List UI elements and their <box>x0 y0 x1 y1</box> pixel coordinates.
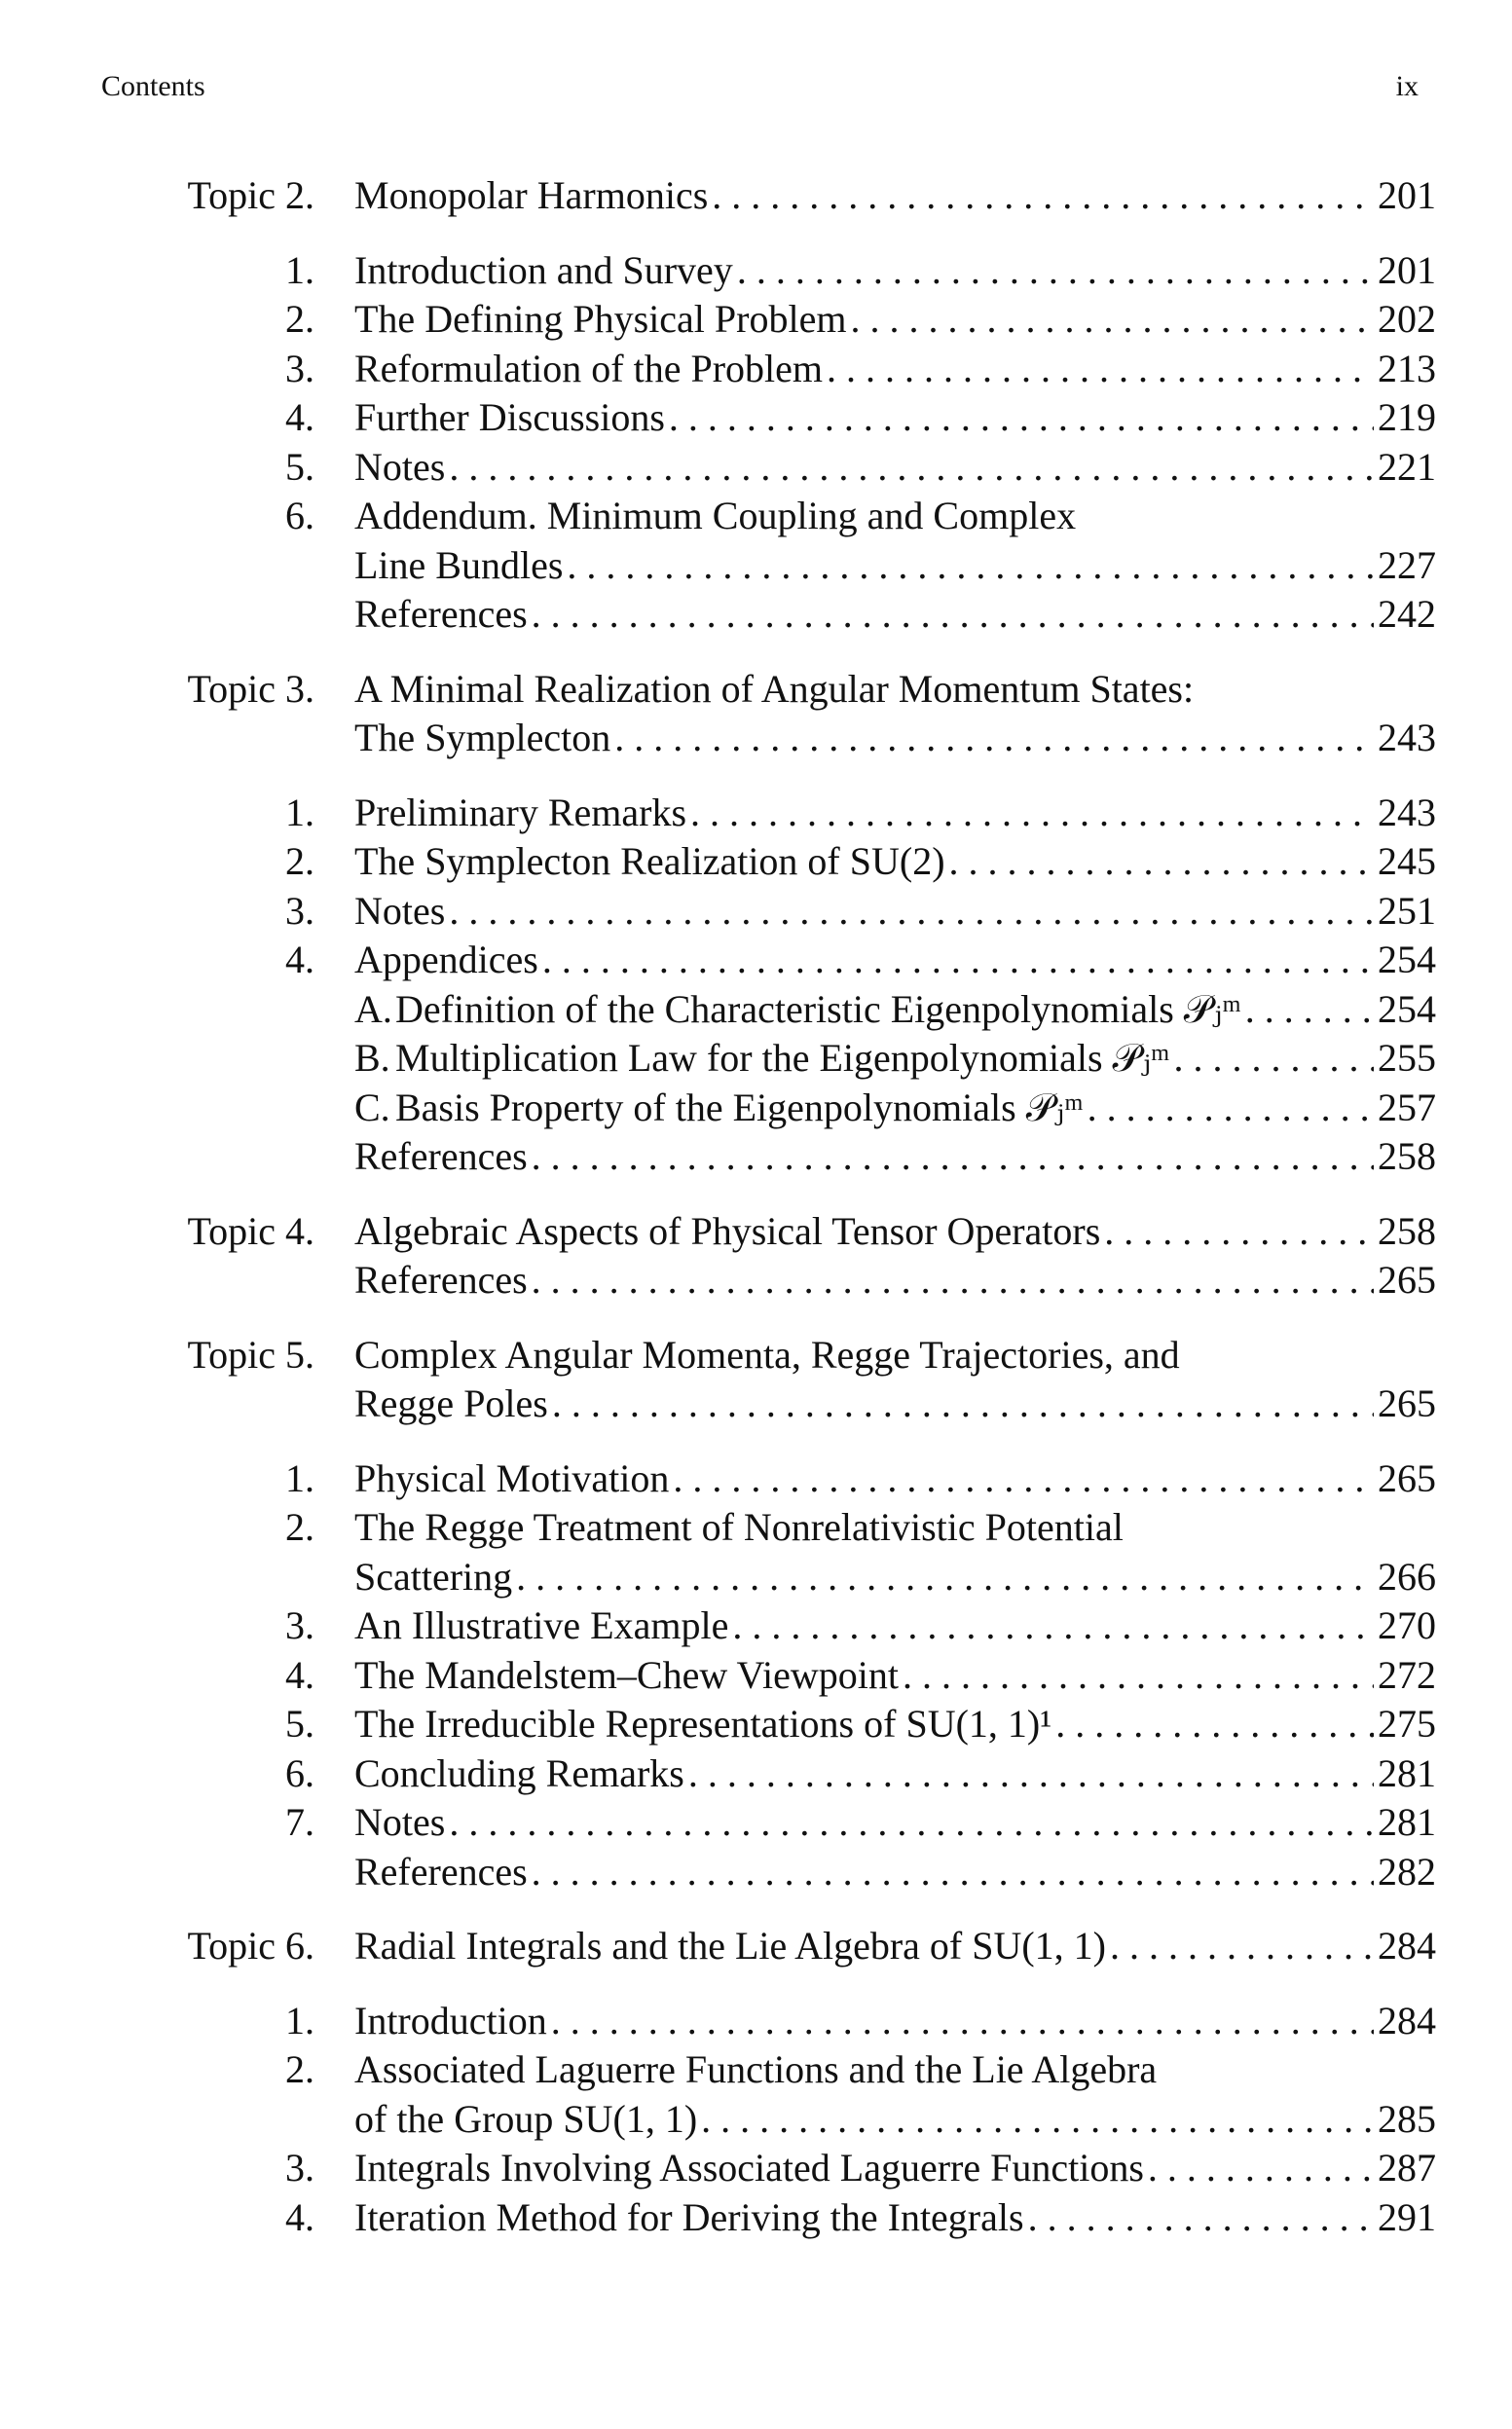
dot-leader <box>712 171 1374 221</box>
dot-leader <box>1173 1034 1374 1084</box>
toc-entry-text: of the Group SU(1, 1) <box>354 2096 698 2141</box>
toc-line <box>127 590 1436 640</box>
toc-page-number: 257 <box>1378 1085 1436 1129</box>
toc-entry-text: Appendices <box>354 938 538 981</box>
toc-page-number: 258 <box>1378 1134 1436 1178</box>
toc-label: 4. <box>285 938 314 981</box>
toc-line <box>127 2144 1436 2193</box>
toc-page-number: 291 <box>1378 2194 1436 2239</box>
toc-page-number: 281 <box>1378 1750 1436 1795</box>
toc-entry-text: Associated Laguerre Functions and the Lie Algebra <box>354 2047 1158 2091</box>
toc-label: 2. <box>285 839 314 883</box>
toc-label: 2. <box>285 1505 314 1549</box>
toc-line <box>127 171 1436 221</box>
toc-page-number: 287 <box>1378 2146 1436 2190</box>
toc-label: 2. <box>285 2047 314 2091</box>
dot-leader <box>949 837 1374 887</box>
dot-leader <box>1055 1700 1374 1749</box>
dot-leader <box>1110 1922 1374 1971</box>
toc-line <box>127 1034 1436 1084</box>
dot-leader <box>1148 2144 1374 2193</box>
toc-page-number: 284 <box>1378 1998 1436 2043</box>
toc-label: 4. <box>285 2194 314 2239</box>
dot-leader <box>449 1798 1374 1848</box>
toc-line <box>127 1503 1436 1553</box>
toc-line <box>127 665 1436 715</box>
toc-page-number: 281 <box>1378 1800 1436 1844</box>
toc-page-number: 265 <box>1378 1381 1436 1425</box>
toc-label: Topic 2. <box>187 173 314 217</box>
toc-entry-text: Regge Poles <box>354 1381 548 1425</box>
toc-line <box>127 443 1436 493</box>
toc-entry-text: Integrals Involving Associated Laguerre Functions <box>354 2146 1144 2190</box>
toc-label: 3. <box>285 888 314 933</box>
toc-page-number: 242 <box>1378 592 1436 636</box>
dot-leader <box>552 1380 1374 1429</box>
toc-entries <box>127 1997 1436 2243</box>
toc-topic <box>127 1922 1436 2242</box>
toc-page-number: 254 <box>1378 938 1436 981</box>
toc-page-number: 227 <box>1378 542 1436 587</box>
toc-line <box>127 714 1436 763</box>
toc-page-number: 284 <box>1378 1924 1436 1968</box>
toc-entry-text: Line Bundles <box>354 542 564 587</box>
toc-label: 3. <box>285 1603 314 1647</box>
toc-entry-text: Radial Integrals and the Lie Algebra of SU(1, 1) <box>354 1924 1106 1968</box>
toc-page-number: 251 <box>1378 888 1436 933</box>
toc-label: 6. <box>285 1750 314 1795</box>
toc-entry-text: The Mandelstem–Chew Viewpoint <box>354 1652 899 1697</box>
toc-label: 1. <box>285 790 314 834</box>
toc-topic <box>127 1207 1436 1306</box>
dot-leader <box>732 1601 1374 1651</box>
toc-entry-text: References <box>354 592 528 636</box>
toc-page-number: 201 <box>1378 247 1436 292</box>
dot-leader <box>737 246 1374 296</box>
toc-entry-text: Monopolar Harmonics <box>354 173 709 217</box>
toc-entries <box>127 1454 1436 1897</box>
toc-label: 1. <box>285 1998 314 2043</box>
toc-entry-text: Introduction <box>354 1998 547 2043</box>
toc-line <box>127 1651 1436 1701</box>
toc-label: 5. <box>285 444 314 489</box>
dot-leader <box>688 1749 1374 1799</box>
toc-label: 3. <box>285 346 314 390</box>
toc-page-number: 285 <box>1378 2096 1436 2141</box>
toc-line <box>127 295 1436 345</box>
toc-entry-text: References <box>354 1258 528 1302</box>
toc-page-number: 254 <box>1378 986 1436 1031</box>
toc-entry-text: The Regge Treatment of Nonrelativistic Potential <box>354 1505 1124 1549</box>
toc-entry-text: Reformulation of the Problem <box>354 346 824 390</box>
toc-topic <box>127 1331 1436 1897</box>
dot-leader <box>449 443 1374 493</box>
toc-line <box>127 985 1436 1035</box>
toc-line <box>127 2095 1436 2145</box>
toc-line <box>127 1553 1436 1602</box>
dot-leader <box>850 295 1374 345</box>
toc-entry-text: Concluding Remarks <box>354 1750 684 1795</box>
toc-page-number: 245 <box>1378 839 1436 883</box>
dot-leader <box>516 1553 1374 1602</box>
toc-topic <box>127 665 1436 1182</box>
toc-entry-text: The Irreducible Representations of SU(1, 1)¹ <box>354 1702 1052 1746</box>
toc-page-number: 282 <box>1378 1849 1436 1894</box>
dot-leader <box>532 1132 1374 1182</box>
toc-label: 6. <box>285 494 314 537</box>
toc-page-number: 266 <box>1378 1554 1436 1599</box>
dot-leader <box>532 590 1374 640</box>
toc-line <box>127 887 1436 937</box>
toc-line <box>127 1132 1436 1182</box>
toc-entry-text: An Illustrative Example <box>354 1603 729 1647</box>
toc-sub-label: A. <box>354 986 392 1031</box>
toc-line <box>127 1700 1436 1749</box>
toc-line <box>127 1848 1436 1897</box>
toc-entry-text: The Symplecton <box>354 716 611 759</box>
toc-entry-text: Iteration Method for Deriving the Integrals <box>354 2194 1024 2239</box>
dot-leader <box>532 1848 1374 1897</box>
dot-leader <box>614 714 1374 763</box>
toc-page-number: 275 <box>1378 1702 1436 1746</box>
toc-page-number: 202 <box>1378 297 1436 341</box>
toc-entry-text: Algebraic Aspects of Physical Tensor Operators <box>354 1208 1101 1253</box>
toc-entry-text: Notes <box>354 444 446 489</box>
toc-line <box>127 1997 1436 2046</box>
dot-leader <box>690 789 1374 838</box>
toc-label: 3. <box>285 2146 314 2190</box>
toc-label: 7. <box>285 1800 314 1844</box>
toc-line <box>127 936 1436 985</box>
toc-label: 1. <box>285 1455 314 1500</box>
dot-leader <box>532 1256 1374 1306</box>
toc-entries <box>127 1256 1436 1306</box>
toc-page-number: 272 <box>1378 1652 1436 1697</box>
toc-label: Topic 5. <box>187 1332 314 1377</box>
toc-label: Topic 6. <box>187 1924 314 1968</box>
toc-entry-text: Multiplication Law for the Eigenpolynomials 𝒫ⱼᵐ <box>395 1036 1170 1080</box>
table-of-contents <box>127 171 1436 2242</box>
toc-page-number: 265 <box>1378 1258 1436 1302</box>
toc-entry-text: References <box>354 1849 528 1894</box>
page-number: ix <box>1395 70 1419 102</box>
toc-entry-text: Physical Motivation <box>354 1455 670 1500</box>
toc-page-number: 213 <box>1378 346 1436 390</box>
toc-line <box>127 837 1436 887</box>
toc-entry-text: References <box>354 1134 528 1178</box>
toc-entry-text: The Defining Physical Problem <box>354 297 847 341</box>
toc-page-number: 201 <box>1378 173 1436 217</box>
toc-topic <box>127 171 1436 640</box>
dot-leader <box>1088 1084 1374 1133</box>
toc-line <box>127 1207 1436 1257</box>
dot-leader <box>449 887 1374 937</box>
toc-entry-text: Introduction and Survey <box>354 247 733 292</box>
running-head-title: Contents <box>101 70 205 102</box>
toc-sub-label: C. <box>354 1085 390 1129</box>
toc-line <box>127 1380 1436 1429</box>
toc-line <box>127 1454 1436 1504</box>
toc-entry-text: The Symplecton Realization of SU(2) <box>354 839 945 883</box>
toc-entry-text: Definition of the Characteristic Eigenpolynomials 𝒫ⱼᵐ <box>395 986 1241 1031</box>
toc-entry-text: Notes <box>354 888 446 933</box>
toc-label: 4. <box>285 1652 314 1697</box>
toc-label: 1. <box>285 247 314 292</box>
dot-leader <box>827 345 1374 394</box>
toc-entry-text: Addendum. Minimum Coupling and Complex <box>354 494 1077 537</box>
toc-line <box>127 492 1436 541</box>
toc-line <box>127 1256 1436 1306</box>
toc-entries <box>127 789 1436 1182</box>
toc-line <box>127 789 1436 838</box>
dot-leader <box>542 936 1374 985</box>
dot-leader <box>1028 2193 1374 2243</box>
toc-page-number: 219 <box>1378 395 1436 439</box>
toc-line <box>127 393 1436 443</box>
toc-line <box>127 345 1436 394</box>
toc-label: 5. <box>285 1702 314 1746</box>
toc-entry-text: Preliminary Remarks <box>354 790 687 834</box>
toc-sub-label: B. <box>354 1036 390 1080</box>
dot-leader <box>669 393 1374 443</box>
toc-line <box>127 2045 1436 2095</box>
toc-line <box>127 541 1436 591</box>
toc-entry-text: A Minimal Realization of Angular Momentum States: <box>354 666 1195 711</box>
toc-line <box>127 246 1436 296</box>
toc-line <box>127 2193 1436 2243</box>
toc-entry-text: Basis Property of the Eigenpolynomials 𝒫ⱼᵐ <box>395 1085 1084 1129</box>
toc-page-number: 265 <box>1378 1455 1436 1500</box>
dot-leader <box>551 1997 1374 2046</box>
dot-leader <box>567 541 1374 591</box>
toc-page-number: 258 <box>1378 1208 1436 1253</box>
dot-leader <box>701 2095 1374 2145</box>
toc-line <box>127 1331 1436 1380</box>
toc-entries <box>127 246 1436 640</box>
toc-entry-text: Complex Angular Momenta, Regge Trajectories, and <box>354 1332 1180 1377</box>
dot-leader <box>673 1454 1374 1504</box>
toc-label: Topic 4. <box>187 1208 314 1253</box>
dot-leader <box>1104 1207 1374 1257</box>
toc-entry-text: Scattering <box>354 1554 513 1599</box>
page-header <box>101 70 1419 109</box>
toc-line <box>127 1922 1436 1971</box>
toc-entry-text: Notes <box>354 1800 446 1844</box>
toc-label: 2. <box>285 297 314 341</box>
toc-line <box>127 1749 1436 1799</box>
toc-line <box>127 1798 1436 1848</box>
toc-page-number: 243 <box>1378 716 1436 759</box>
toc-page-number: 270 <box>1378 1603 1436 1647</box>
toc-entry-text: Further Discussions <box>354 395 665 439</box>
toc-label: 4. <box>285 395 314 439</box>
toc-label: Topic 3. <box>187 666 314 711</box>
toc-page-number: 221 <box>1378 444 1436 489</box>
toc-line <box>127 1601 1436 1651</box>
toc-line <box>127 1084 1436 1133</box>
dot-leader <box>903 1651 1374 1701</box>
dot-leader <box>1245 985 1374 1035</box>
toc-page-number: 255 <box>1378 1036 1436 1080</box>
toc-page-number: 243 <box>1378 790 1436 834</box>
